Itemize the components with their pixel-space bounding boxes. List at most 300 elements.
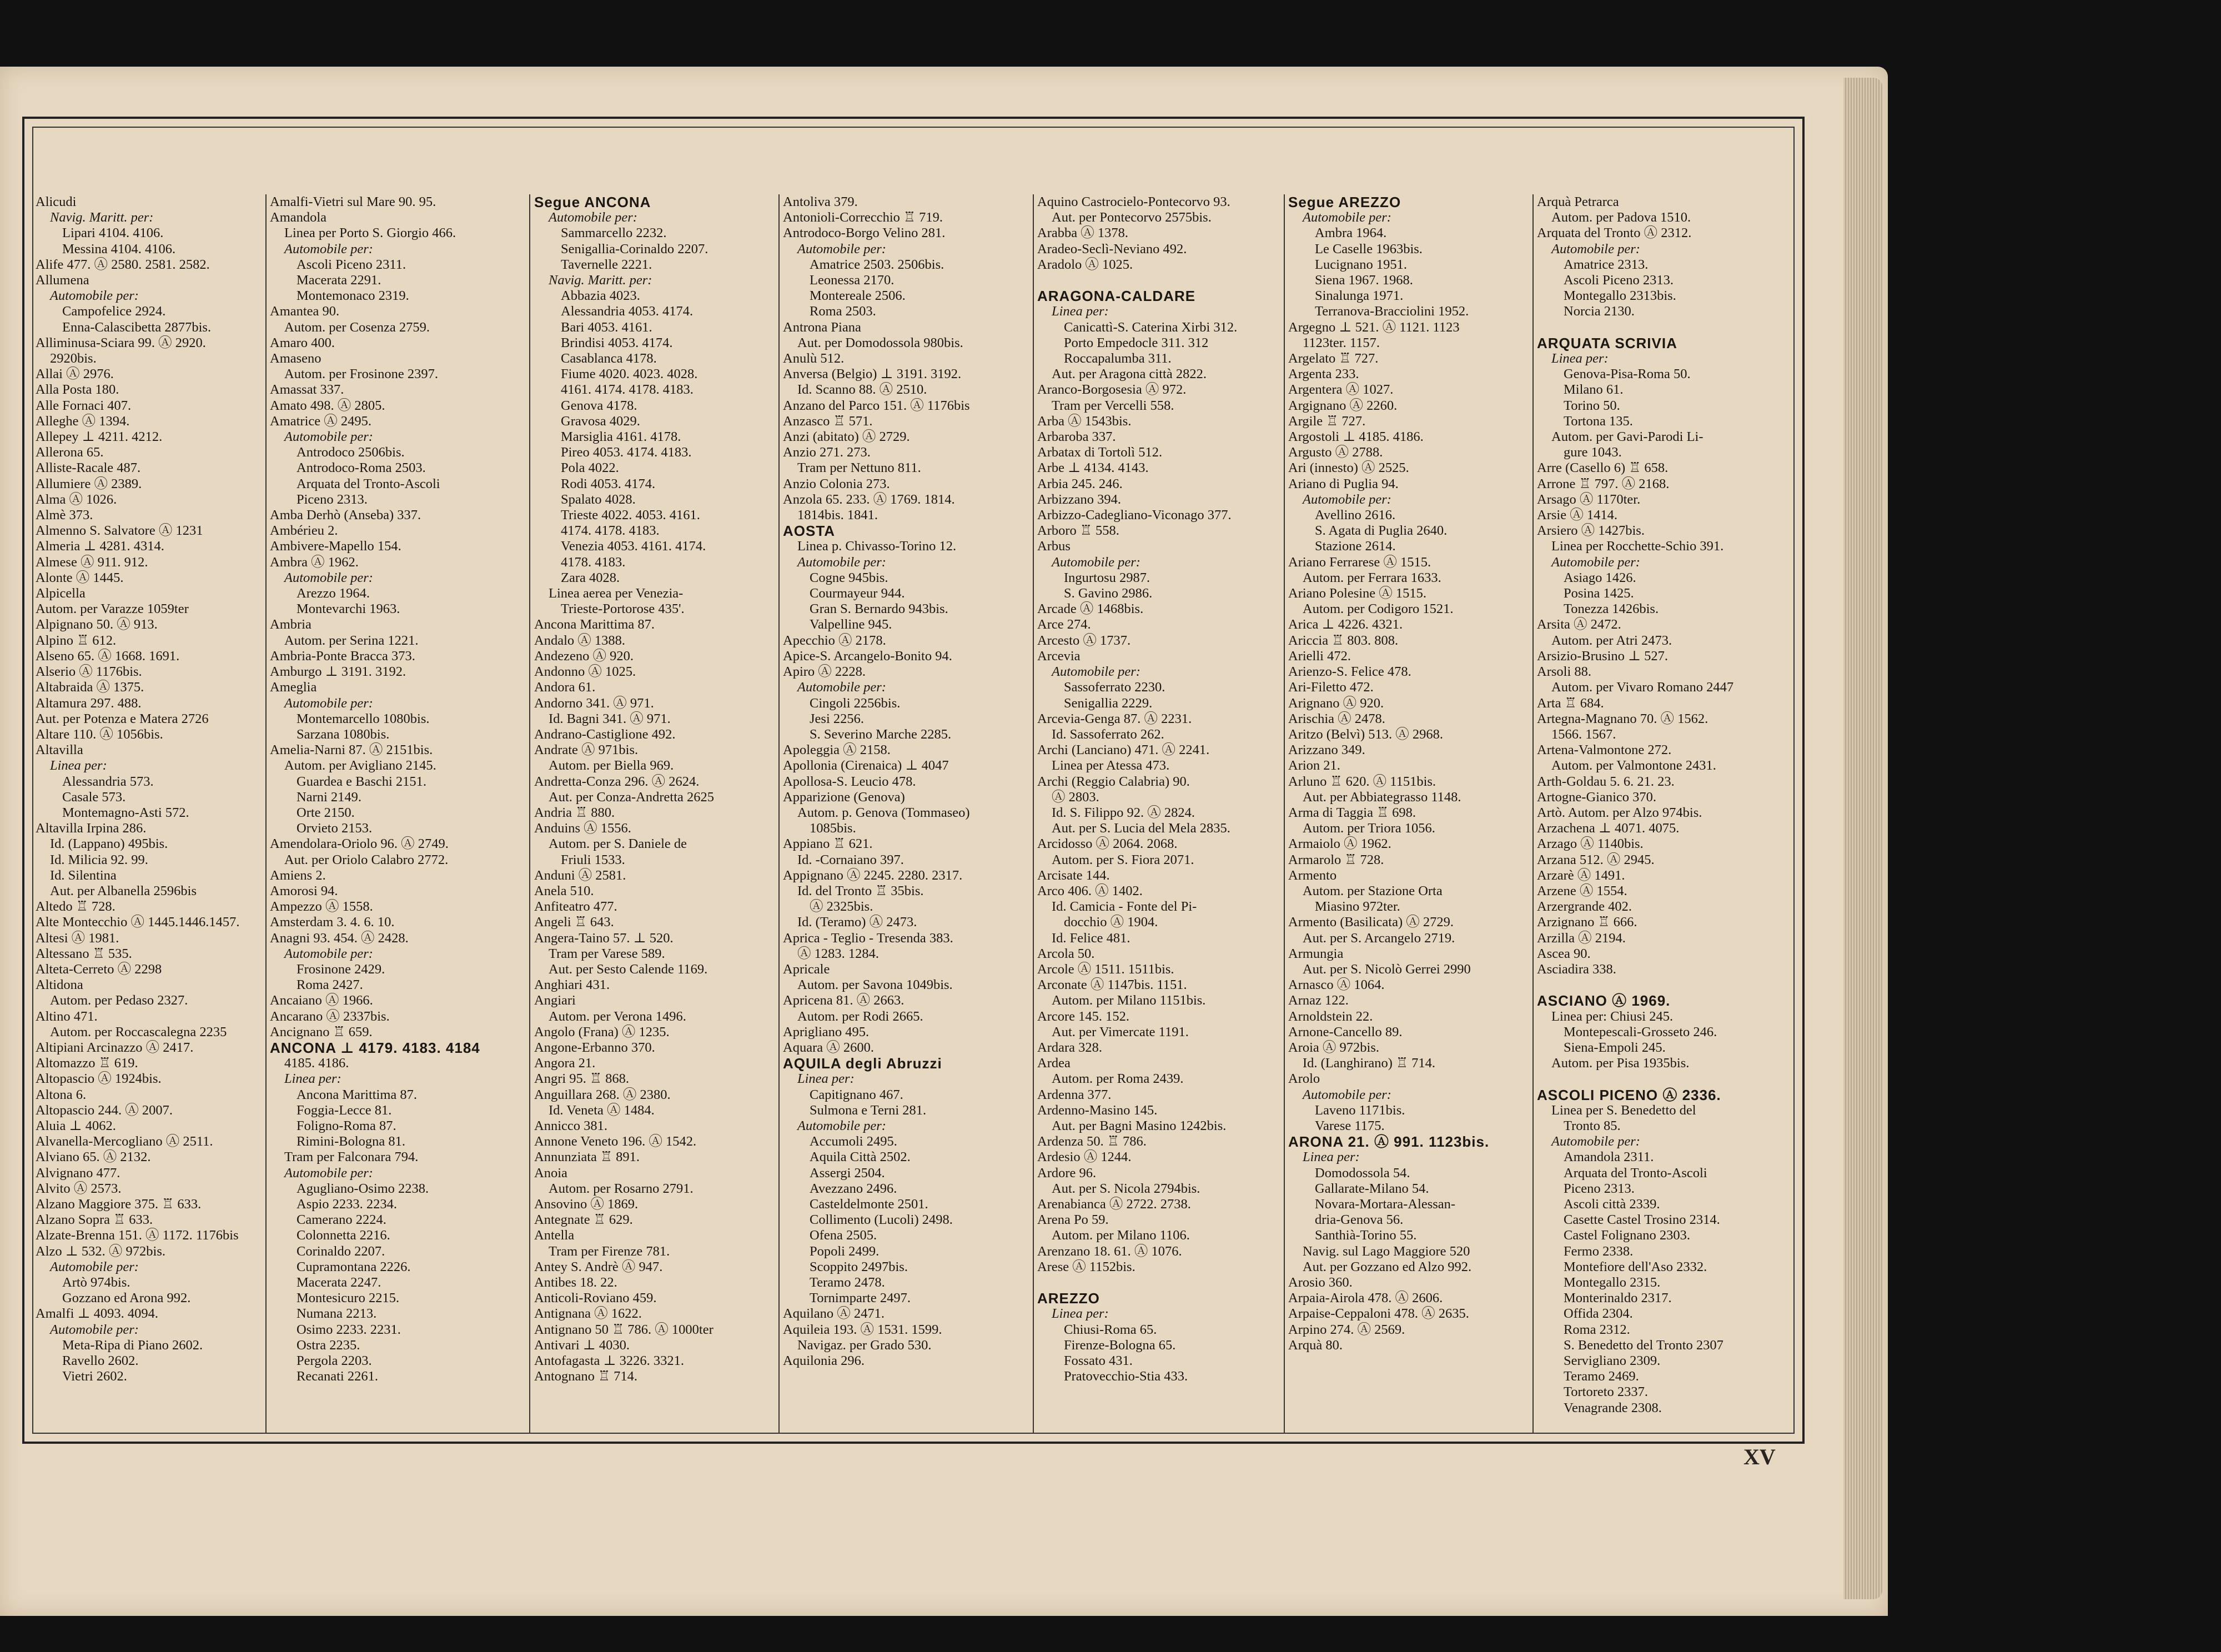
index-entry: Aut. per Bagni Masino 1242bis. [1052, 1118, 1227, 1133]
index-entry: Altona 6. [36, 1087, 87, 1102]
index-entry: Casteldelmonte 2501. [810, 1197, 928, 1212]
index-entry: Tram per Falconara 794. [284, 1149, 419, 1165]
index-entry: Artegna-Magnano 70. Ⓐ 1562. [1537, 711, 1709, 726]
index-entry: Anzano del Parco 151. Ⓐ 1176bis [783, 398, 970, 413]
index-column-4 [783, 194, 1006, 1433]
index-entry: Varese 1175. [1315, 1118, 1385, 1133]
index-entry: Id. S. Filippo 92. Ⓐ 2824. [1052, 805, 1195, 820]
index-entry: Automobile per: [1551, 241, 1640, 257]
index-entry: Meta-Ripa di Piano 2602. [62, 1337, 203, 1353]
index-entry: Arbizzo-Cadegliano-Viconago 377. [1037, 508, 1232, 523]
index-entry: Autom. per Cosenza 2759. [284, 319, 430, 335]
index-entry: Amatrice 2313. [1564, 257, 1649, 272]
index-entry: Arconate Ⓐ 1147bis. 1151. [1037, 977, 1187, 993]
index-heading: Segue ANCONA [534, 194, 651, 210]
index-entry: Apollosa-S. Leucio 478. [783, 774, 916, 789]
index-entry: Antrona Piana [783, 319, 861, 335]
index-entry: Amiens 2. [270, 867, 326, 883]
index-entry: Autom. per Avigliano 2145. [284, 758, 436, 774]
index-entry: Autom. per Verona 1496. [549, 1008, 686, 1024]
index-entry: Monterinaldo 2317. [1564, 1291, 1672, 1306]
index-entry: Lucignano 1951. [1315, 257, 1408, 272]
index-entry: Aut. per Albanella 2596bis [50, 883, 197, 898]
index-entry: Arignano Ⓐ 920. [1288, 695, 1384, 711]
index-entry: Tornimparte 2497. [810, 1291, 911, 1306]
index-entry: Arsiero Ⓐ 1427bis. [1537, 523, 1645, 539]
index-entry: Argenta 233. [1288, 366, 1359, 382]
index-entry: Altesi Ⓐ 1981. [36, 930, 119, 946]
index-entry: Argelato ♖ 727. [1288, 351, 1379, 366]
index-entry: Autom. per Stazione Orta [1303, 883, 1443, 898]
index-entry: Assergi 2504. [810, 1165, 885, 1181]
index-entry: Autom. per Rosarno 2791. [549, 1181, 694, 1196]
index-entry: Automobile per: [50, 1322, 139, 1337]
index-entry: Alzate-Brenna 151. Ⓐ 1172. 1176bis [36, 1228, 239, 1243]
index-entry: Apricena 81. Ⓐ 2663. [783, 993, 905, 1008]
index-entry: Anzio Colonia 273. [783, 476, 890, 491]
index-entry: Anghiari 431. [534, 977, 610, 993]
index-entry: Linea per: [1052, 304, 1109, 319]
index-entry: Ascoli Piceno 2313. [1564, 273, 1674, 288]
index-entry: Andonno Ⓐ 1025. [534, 664, 636, 680]
index-entry: Anzi (abitato) Ⓐ 2729. [783, 429, 910, 445]
index-entry: Arnasco Ⓐ 1064. [1288, 977, 1385, 993]
index-entry: Ariano Ferrarese Ⓐ 1515. [1288, 554, 1431, 570]
index-entry: Ambria [270, 617, 311, 632]
index-entry: Angiari [534, 993, 576, 1008]
index-entry: Id. (Langhirano) ♖ 714. [1303, 1056, 1435, 1071]
index-entry: 1814bis. 1841. [797, 508, 878, 523]
index-entry: Autom. per Triora 1056. [1303, 821, 1435, 836]
index-entry: Montevarchi 1963. [297, 601, 400, 617]
index-entry: Amelia-Narni 87. Ⓐ 2151bis. [270, 742, 433, 758]
index-entry: Vietri 2602. [62, 1369, 127, 1384]
index-entry: Alzano Sopra ♖ 633. [36, 1212, 153, 1228]
index-entry: Aut. per Oriolo Calabro 2772. [284, 852, 449, 867]
index-entry: Id. Milicia 92. 99. [50, 852, 148, 867]
index-entry: Aut. per Domodossola 980bis. [797, 335, 963, 350]
index-entry: Ancarano Ⓐ 2337bis. [270, 1008, 390, 1024]
index-entry: Alliste-Racale 487. [36, 460, 141, 476]
index-entry: Alma Ⓐ 1026. [36, 491, 117, 507]
index-entry: Asiago 1426. [1564, 570, 1636, 585]
index-entry: Aut. per Sesto Calende 1169. [549, 961, 708, 977]
index-entry: Angone-Erbanno 370. [534, 1040, 655, 1055]
index-entry: Santhià-Torino 55. [1315, 1228, 1417, 1243]
index-entry: Arboro ♖ 558. [1037, 523, 1119, 539]
index-entry: Bari 4053. 4161. [561, 319, 652, 335]
index-entry: Amassat 337. [270, 382, 344, 398]
index-entry: Alliminusa-Sciara 99. Ⓐ 2920. [36, 335, 206, 350]
index-entry: Anagni 93. 454. Ⓐ 2428. [270, 930, 409, 946]
index-entry: Appignano Ⓐ 2245. 2280. 2317. [783, 867, 963, 883]
index-entry: Allumena [36, 273, 89, 288]
index-entry: Amaro 400. [270, 335, 335, 350]
page-edge [1843, 78, 1882, 1599]
index-entry: Arcidosso Ⓐ 2064. 2068. [1037, 836, 1178, 852]
index-entry: Posina 1425. [1564, 586, 1634, 601]
index-entry: Aut. per Potenza e Matera 2726 [36, 711, 209, 726]
index-entry: Siena-Empoli 245. [1564, 1040, 1666, 1055]
index-entry: S. Severino Marche 2285. [810, 726, 952, 742]
index-entry: Aut. per S. Arcangelo 2719. [1303, 930, 1455, 946]
index-entry: Piceno 2313. [1564, 1181, 1635, 1196]
index-entry: Arluno ♖ 620. Ⓐ 1151bis. [1288, 774, 1436, 789]
index-entry: Amandola [270, 210, 327, 225]
index-entry: Fiume 4020. 4023. 4028. [561, 366, 698, 382]
index-entry: Servigliano 2309. [1564, 1353, 1661, 1369]
index-entry: Marsiglia 4161. 4178. [561, 429, 681, 445]
index-entry: Lipari 4104. 4106. [62, 225, 164, 241]
index-entry: Offida 2304. [1564, 1306, 1633, 1322]
index-entry: Piceno 2313. [297, 491, 368, 507]
index-entry: Arbe ⊥ 4134. 4143. [1037, 460, 1149, 476]
index-entry: Antegnate ♖ 629. [534, 1212, 633, 1228]
index-entry: Autom. per Pisa 1935bis. [1551, 1056, 1690, 1071]
index-entry: Arpino 274. Ⓐ 2569. [1288, 1322, 1405, 1337]
index-entry: Arenabianca Ⓐ 2722. 2738. [1037, 1197, 1191, 1212]
index-entry: Genova 4178. [561, 398, 637, 413]
index-entry: Angeli ♖ 643. [534, 915, 614, 930]
index-heading: ANCONA ⊥ 4179. 4183. 4184 [270, 1039, 480, 1056]
index-entry: Aspio 2233. 2234. [297, 1197, 398, 1212]
index-entry: Alleghe Ⓐ 1394. [36, 413, 130, 429]
index-entry: Autom. p. Genova (Tommaseo) [797, 805, 970, 820]
index-entry: Arsizio-Brusino ⊥ 527. [1537, 648, 1669, 664]
index-entry: Ascoli Piceno 2311. [297, 257, 406, 272]
index-entry: Ameglia [270, 680, 317, 695]
index-entry: Andretta-Conza 296. Ⓐ 2624. [534, 774, 700, 789]
index-heading: ARQUATA SCRIVIA [1537, 334, 1677, 352]
index-entry: Artogne-Gianico 370. [1537, 789, 1656, 805]
index-entry: Ⓐ 1283. 1284. [797, 946, 879, 961]
index-entry: Linea per: [50, 758, 107, 774]
index-entry [1537, 977, 1760, 993]
index-entry: Novara-Mortara-Alessan- [1315, 1197, 1456, 1212]
index-entry: Arquata del Tronto-Ascoli [1564, 1165, 1707, 1181]
index-entry: Spalato 4028. [561, 491, 636, 507]
index-entry: Laveno 1171bis. [1315, 1102, 1405, 1118]
index-entry: Annunziata ♖ 891. [534, 1149, 640, 1165]
index-entry: Alteta-Cerreto Ⓐ 2298 [36, 961, 162, 977]
index-entry: Arpaise-Ceppaloni 478. Ⓐ 2635. [1288, 1306, 1469, 1322]
index-entry: Anzasco ♖ 571. [783, 413, 873, 429]
index-entry: Aut. per Aragona città 2822. [1052, 366, 1207, 382]
index-entry: Roma 2427. [297, 977, 363, 993]
index-entry: Asciadira 338. [1537, 961, 1616, 977]
index-entry: Id. Felice 481. [1052, 930, 1130, 946]
index-entry: Ampezzo Ⓐ 1558. [270, 899, 373, 915]
index-entry: Aut. per S. Nicola 2794bis. [1052, 1181, 1200, 1196]
index-entry: S. Agata di Puglia 2640. [1315, 523, 1448, 539]
index-entry: Automobile per: [797, 680, 886, 695]
index-entry: Automobile per: [1303, 491, 1391, 507]
index-entry: Altipiani Arcinazzo Ⓐ 2417. [36, 1040, 194, 1055]
index-column-1 [36, 194, 259, 1433]
index-entry: Artò 974bis. [62, 1275, 130, 1291]
index-entry: Aut. per Gozzano ed Alzo 992. [1303, 1259, 1472, 1274]
index-entry: 4178. 4183. [561, 554, 626, 570]
index-entry: Alpino ♖ 612. [36, 632, 117, 648]
index-entry: Linea per: [1551, 351, 1609, 366]
index-entry: Alvito Ⓐ 2573. [36, 1181, 122, 1196]
index-entry: Alseno 65. Ⓐ 1668. 1691. [36, 648, 180, 664]
index-entry: Linea per: [1303, 1149, 1360, 1165]
index-column-3 [534, 194, 757, 1433]
index-entry: Almese Ⓐ 911. 912. [36, 554, 148, 570]
index-entry: Arcesto Ⓐ 1737. [1037, 632, 1131, 648]
index-entry: Andrate Ⓐ 971bis. [534, 742, 639, 758]
index-entry: Arzachena ⊥ 4071. 4075. [1537, 821, 1680, 836]
index-entry: Montegallo 2315. [1564, 1275, 1661, 1291]
index-entry: Automobile per: [1303, 1087, 1391, 1102]
index-entry: Ascea 90. [1537, 946, 1591, 961]
index-entry: Amaseno [270, 351, 321, 366]
index-entry: Arsita Ⓐ 2472. [1537, 617, 1621, 632]
index-entry: Arbatax di Tortolì 512. [1037, 445, 1163, 460]
index-entry: Automobile per: [797, 1118, 886, 1133]
index-entry: Arsoli 88. [1537, 664, 1591, 680]
index-entry: Automobile per: [284, 241, 373, 257]
index-entry: Linea per Rocchette-Schio 391. [1551, 539, 1724, 554]
index-entry: Alserio Ⓐ 1176bis. [36, 664, 142, 680]
index-entry: Ⓐ 2325bis. [810, 899, 873, 915]
index-entry: Arsago Ⓐ 1170ter. [1537, 491, 1641, 507]
index-entry: Antey S. Andrè Ⓐ 947. [534, 1259, 663, 1274]
index-entry: Antoliva 379. [783, 194, 858, 209]
index-entry: Anzio 271. 273. [783, 445, 871, 460]
index-entry: Angera-Taino 57. ⊥ 520. [534, 930, 674, 946]
index-entry: Autom. per Biella 969. [549, 758, 674, 774]
index-entry: Arquà 80. [1288, 1337, 1343, 1353]
index-entry: Antibes 18. 22. [534, 1275, 617, 1291]
index-entry: Montemarcello 1080bis. [297, 711, 430, 726]
index-entry: Arta ♖ 684. [1537, 695, 1604, 711]
index-entry: Aut. per Abbiategrasso 1148. [1303, 789, 1461, 805]
index-entry: Archi (Lanciano) 471. Ⓐ 2241. [1037, 742, 1210, 758]
index-heading: ARONA 21. Ⓐ 991. 1123bis. [1288, 1133, 1490, 1151]
index-entry: Cupramontana 2226. [297, 1259, 411, 1274]
index-entry: Apricale [783, 961, 830, 977]
index-entry: Autom. per Serina 1221. [284, 632, 419, 648]
index-entry: Torino 50. [1564, 398, 1620, 413]
index-entry: Sammarcello 2232. [561, 225, 667, 241]
index-entry: Aquila Città 2502. [810, 1149, 911, 1165]
index-entry: Annicco 381. [534, 1118, 607, 1133]
index-entry: Linea per: Chiusi 245. [1551, 1008, 1674, 1024]
index-entry: Aritzo (Belvì) 513. Ⓐ 2968. [1288, 726, 1443, 742]
index-entry: Arcade Ⓐ 1468bis. [1037, 601, 1144, 617]
index-entry: Casette Castel Trosino 2314. [1564, 1212, 1720, 1228]
index-entry: Apollonia (Cirenaica) ⊥ 4047 [783, 758, 949, 774]
index-entry: Sassoferrato 2230. [1064, 680, 1165, 695]
index-entry: Navig. Maritt. per: [549, 273, 652, 288]
index-entry: Ardore 96. [1037, 1165, 1097, 1181]
index-entry: Arcevia-Genga 87. Ⓐ 2231. [1037, 711, 1192, 726]
index-entry: Casablanca 4178. [561, 351, 657, 366]
index-entry: Arcisate 144. [1037, 867, 1110, 883]
index-entry: Courmayeur 944. [810, 586, 905, 601]
index-entry: Linea p. Chivasso-Torino 12. [797, 539, 957, 554]
column-rule [265, 194, 267, 1433]
index-entry: Genova-Pisa-Roma 50. [1564, 366, 1691, 382]
index-entry: Teramo 2478. [810, 1275, 885, 1291]
column-rule [1532, 194, 1534, 1433]
index-column-7 [1537, 194, 1760, 1433]
index-entry: Montesicuro 2215. [297, 1291, 400, 1306]
index-entry: Altino 471. [36, 1008, 98, 1024]
index-entry: Ardea [1037, 1056, 1071, 1071]
index-entry: Ascoli città 2339. [1564, 1197, 1660, 1212]
index-entry: Amatrice Ⓐ 2495. [270, 413, 372, 429]
index-entry: Arcore 145. 152. [1037, 1008, 1130, 1024]
index-entry: Alessandria 573. [62, 774, 154, 789]
index-entry: Arquata del Tronto Ⓐ 2312. [1537, 225, 1692, 241]
index-column-6 [1288, 194, 1511, 1433]
index-entry: Tronto 85. [1564, 1118, 1621, 1133]
index-entry: Altessano ♖ 535. [36, 946, 132, 961]
index-entry: Aquilano Ⓐ 2471. [783, 1306, 885, 1322]
index-entry: Antella [534, 1228, 575, 1243]
index-entry: Ancona Marittima 87. [297, 1087, 418, 1102]
index-entry: Alvanella-Mercogliano Ⓐ 2511. [36, 1134, 213, 1149]
index-entry: Ari-Filetto 472. [1288, 680, 1374, 695]
index-entry: Alpignano 50. Ⓐ 913. [36, 617, 158, 632]
index-entry: Linea per S. Benedetto del [1551, 1102, 1696, 1118]
index-entry: S. Gavino 2986. [1064, 586, 1153, 601]
index-entry: Capitignano 467. [810, 1087, 903, 1102]
index-entry: Arnoldstein 22. [1288, 1008, 1373, 1024]
index-entry: Aut. per Vimercate 1191. [1052, 1024, 1189, 1040]
index-entry: Aroia Ⓐ 972bis. [1288, 1040, 1379, 1055]
index-entry: Ambria-Ponte Bracca 373. [270, 648, 415, 664]
index-entry: 4185. 4186. [284, 1056, 349, 1071]
index-entry: Allumiere Ⓐ 2389. [36, 476, 142, 491]
index-entry: Linea per: [284, 1071, 341, 1087]
index-entry: Amorosi 94. [270, 883, 338, 898]
index-entry: Altedo ♖ 728. [36, 899, 115, 915]
index-entry: Automobile per: [1052, 664, 1140, 680]
index-entry: 2920bis. [50, 351, 97, 366]
index-entry: Autom. per Roccascalegna 2235 [50, 1024, 227, 1040]
index-entry: Arielli 472. [1288, 648, 1351, 664]
index-entry: Apiro Ⓐ 2228. [783, 664, 866, 680]
index-entry: Arabba Ⓐ 1378. [1037, 225, 1128, 241]
index-entry [1037, 1275, 1260, 1291]
index-entry: Autom. per Gavi-Parodi Li- [1551, 429, 1704, 445]
index-entry: Aut. per S. Lucia del Mela 2835. [1052, 821, 1230, 836]
index-entry: Autom. per S. Fiora 2071. [1052, 852, 1194, 867]
index-entry: Almeria ⊥ 4281. 4314. [36, 539, 164, 554]
index-entry: Anticoli-Roviano 459. [534, 1291, 657, 1306]
index-entry: Angri 95. ♖ 868. [534, 1071, 629, 1087]
index-entry: Avellino 2616. [1315, 508, 1396, 523]
index-entry: 1566. 1567. [1551, 726, 1616, 742]
index-entry: Pratovecchio-Stia 433. [1064, 1369, 1188, 1384]
index-entry: Automobile per: [284, 946, 373, 961]
index-entry: Armento (Basilicata) Ⓐ 2729. [1288, 915, 1454, 930]
index-entry [1037, 273, 1260, 288]
index-entry: Arica ⊥ 4226. 4321. [1288, 617, 1403, 632]
index-entry: Popoli 2499. [810, 1243, 880, 1259]
index-entry: Altabraida Ⓐ 1375. [36, 680, 144, 695]
index-entry: Chiusi-Roma 65. [1064, 1322, 1157, 1337]
index-entry: Alte Montecchio Ⓐ 1445.1446.1457. [36, 915, 240, 930]
index-entry: Anoia [534, 1165, 567, 1181]
index-entry: Artena-Valmontone 272. [1537, 742, 1672, 758]
index-entry: Apparizione (Genova) [783, 789, 905, 805]
index-entry: Arco 406. Ⓐ 1402. [1037, 883, 1143, 898]
index-entry: Arion 21. [1288, 758, 1340, 774]
index-entry: Ardenza 50. ♖ 786. [1037, 1134, 1147, 1149]
index-entry: Numana 2213. [297, 1306, 377, 1322]
index-entry: Automobile per: [50, 1259, 139, 1274]
index-entry: Orte 2150. [297, 805, 355, 820]
index-entry: Montereale 2506. [810, 288, 906, 304]
index-entry: Cogne 945bis. [810, 570, 888, 585]
index-entry: Ambérieu 2. [270, 523, 338, 539]
index-entry: Linea per Atessa 473. [1052, 758, 1170, 774]
index-entry: Foggia-Lecce 81. [297, 1102, 392, 1118]
index-entry: Casale 573. [62, 789, 126, 805]
index-entry: Antrodoco 2506bis. [297, 445, 405, 460]
index-entry: Ambra Ⓐ 1962. [270, 554, 359, 570]
index-entry: Automobile per: [1551, 1134, 1640, 1149]
index-entry: Amendolara-Oriolo 96. Ⓐ 2749. [270, 836, 449, 852]
index-entry: Altomazzo ♖ 619. [36, 1056, 138, 1071]
index-heading: AOSTA [783, 523, 836, 540]
index-entry: Arenzano 18. 61. Ⓐ 1076. [1037, 1243, 1182, 1259]
index-entry: 4161. 4174. 4178. 4183. [561, 382, 694, 398]
index-entry: Tavernelle 2221. [561, 257, 652, 272]
index-entry: Id. del Tronto ♖ 35bis. [797, 883, 924, 898]
index-entry: Angolo (Frana) Ⓐ 1235. [534, 1024, 670, 1040]
index-entry: Autom. per Milano 1151bis. [1052, 993, 1206, 1008]
index-entry [1537, 320, 1760, 335]
index-entry: Id. Bagni 341. Ⓐ 971. [549, 711, 671, 726]
index-entry: Autom. per Atri 2473. [1551, 632, 1672, 648]
index-entry: Tortona 135. [1564, 413, 1633, 429]
index-entry: gure 1043. [1564, 445, 1622, 460]
index-entry: Fossato 431. [1064, 1353, 1133, 1369]
index-entry: Id. Silentina [50, 867, 117, 883]
index-entry: Antignana Ⓐ 1622. [534, 1306, 642, 1322]
index-entry: Fermo 2338. [1564, 1243, 1634, 1259]
index-entry: Ardara 328. [1037, 1040, 1103, 1055]
index-entry: Macerata 2247. [297, 1275, 381, 1291]
index-entry: Scoppito 2497bis. [810, 1259, 908, 1274]
index-entry: Archi (Reggio Calabria) 90. [1037, 774, 1190, 789]
index-heading: ASCIANO Ⓐ 1969. [1537, 992, 1671, 1010]
index-entry: Automobile per: [549, 210, 637, 225]
index-entry: Alzo ⊥ 532. Ⓐ 972bis. [36, 1243, 166, 1259]
index-entry: Alla Posta 180. [36, 382, 119, 398]
index-entry: Aluia ⊥ 4062. [36, 1118, 116, 1133]
index-entry: Sinalunga 1971. [1315, 288, 1404, 304]
index-entry: Altopascio 244. Ⓐ 2007. [36, 1102, 173, 1118]
index-entry: Arzana 512. Ⓐ 2945. [1537, 852, 1655, 867]
index-entry: Altavilla Irpina 286. [36, 821, 147, 836]
index-entry: Antofagasta ⊥ 3226. 3321. [534, 1353, 685, 1369]
index-entry: Navig. Maritt. per: [50, 210, 154, 225]
index-entry: Frosinone 2429. [297, 961, 385, 977]
index-entry: Andalo Ⓐ 1388. [534, 632, 625, 648]
index-heading: AQUILA degli Abruzzi [783, 1055, 942, 1072]
index-entry: Armaiolo Ⓐ 1962. [1288, 836, 1391, 852]
index-entry: Allepey ⊥ 4211. 4212. [36, 429, 163, 445]
index-entry: Amsterdam 3. 4. 6. 10. [270, 915, 395, 930]
index-entry: Arzene Ⓐ 1554. [1537, 883, 1627, 898]
